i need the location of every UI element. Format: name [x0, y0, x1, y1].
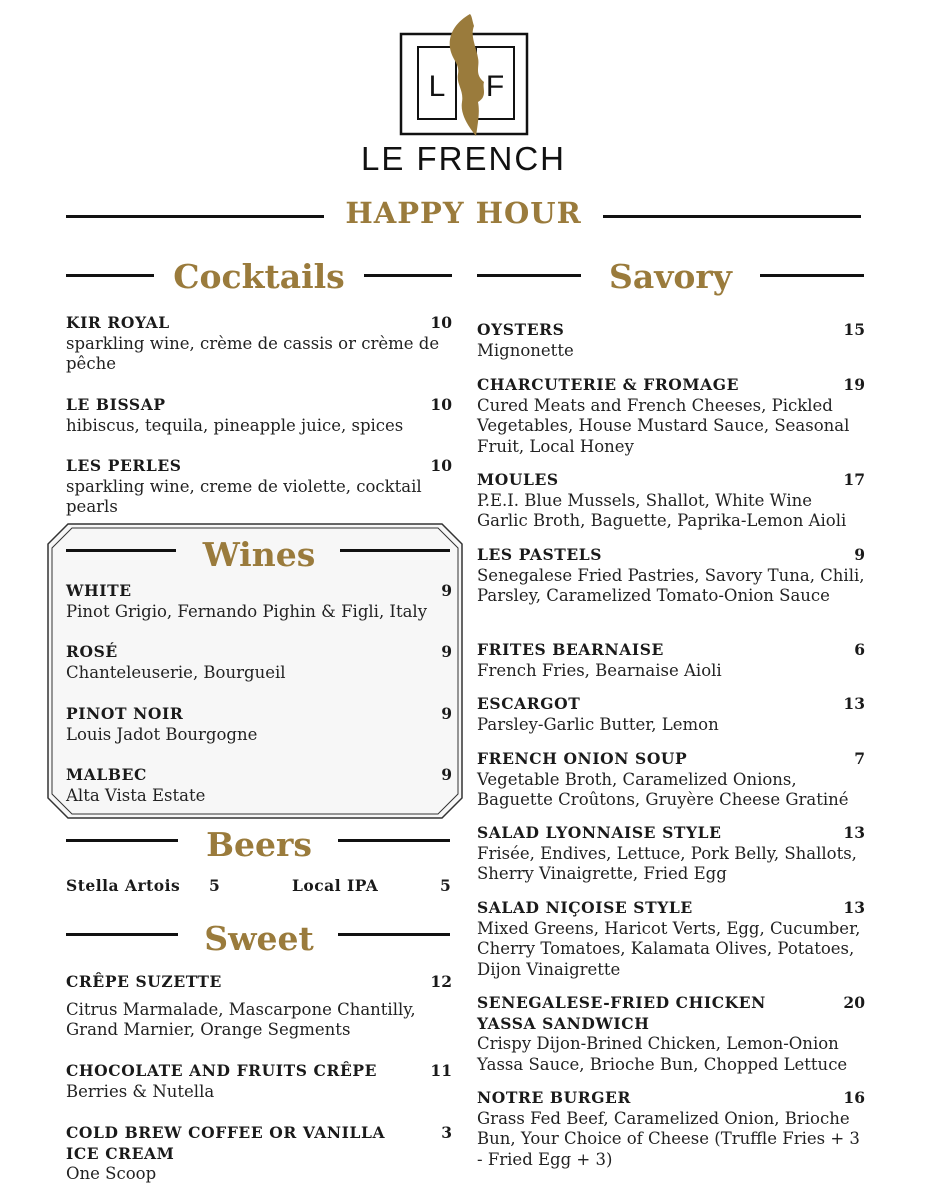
item-price: 13 [843, 823, 865, 842]
divider-line [338, 839, 450, 842]
item-name: ROSÉ [66, 642, 118, 661]
item-name: MOULES [477, 470, 559, 489]
menu-item [477, 640, 865, 681]
divider-line [760, 274, 864, 277]
item-name: FRITES BEARNAISE [477, 640, 664, 659]
item-price: 19 [843, 375, 865, 394]
item-name: CRÊPE SUZETTE [66, 972, 222, 991]
item-name: SENEGALESE-FRIED CHICKEN YASSA SANDWICH [477, 993, 766, 1033]
item-description: Louis Jadot Bourgogne [66, 724, 258, 744]
item-name: FRENCH ONION SOUP [477, 749, 688, 768]
item-price: 9 [441, 581, 452, 600]
logo-letter-f: F [485, 70, 505, 103]
divider-line [66, 274, 154, 277]
menu-item [66, 1061, 452, 1102]
item-name: LES PASTELS [477, 545, 603, 564]
divider-line [338, 933, 450, 936]
menu-item [66, 765, 452, 806]
item-description: French Fries, Bearnaise Aioli [477, 660, 722, 680]
item-name: COLD BREW COFFEE OR VANILLA ICE CREAM [66, 1123, 386, 1163]
item-description: Alta Vista Estate [66, 785, 206, 805]
item-description: Senegalese Fried Pastries, Savory Tuna, Chili, Parsley, Caramelized Tomato-Onion Sauce [477, 565, 865, 605]
menu-item [66, 642, 452, 683]
item-description: Chanteleuserie, Bourgueil [66, 662, 286, 682]
divider-line [66, 839, 178, 842]
item-description: sparkling wine, crème de cassis or crème de pêche [66, 333, 440, 373]
item-description: Crispy Dijon-Brined Chicken, Lemon-Onion Yassa Sauce, Brioche Bun, Chopped Lettuce [477, 1034, 848, 1074]
menu-item [477, 545, 865, 607]
item-price: 6 [854, 640, 865, 659]
item-price: 13 [843, 694, 865, 713]
item-description: Berries & Nutella [66, 1081, 215, 1101]
section-title-cocktails: Cocktails [173, 257, 345, 296]
item-name: KIR ROYAL [66, 313, 170, 332]
item-description: Vegetable Broth, Caramelized Onions, Baguette Croûtons, Gruyère Cheese Gratiné [477, 769, 849, 809]
menu-item [66, 456, 452, 518]
menu-item [477, 1088, 865, 1170]
item-name: MALBEC [66, 765, 147, 784]
item-price: 11 [430, 1061, 452, 1080]
menu-item [66, 704, 452, 745]
item-description: One Scoop [66, 1164, 157, 1183]
beer-name: Local IPA [292, 876, 379, 895]
section-title-wines: Wines [202, 535, 316, 574]
menu-item [477, 375, 865, 457]
item-price: 16 [843, 1088, 865, 1107]
item-price: 10 [430, 456, 452, 475]
item-price: 9 [441, 765, 452, 784]
item-description: Pinot Grigio, Fernando Pighin & Figli, Italy [66, 601, 428, 621]
divider-line [66, 549, 176, 552]
section-title-sweet: Sweet [204, 919, 314, 958]
beer-price: 5 [440, 876, 452, 895]
item-price: 13 [843, 898, 865, 917]
divider-line [364, 274, 452, 277]
item-name: WHITE [66, 581, 132, 600]
divider-line [66, 933, 178, 936]
item-name: PINOT NOIR [66, 704, 184, 723]
item-description: Citrus Marmalade, Mascarpone Chantilly, Grand Marnier, Orange Segments [66, 999, 416, 1039]
item-name: OYSTERS [477, 320, 565, 339]
menu-item [66, 581, 452, 622]
item-price: 9 [854, 545, 865, 564]
item-price: 12 [430, 972, 452, 991]
section-title-beers: Beers [206, 825, 312, 864]
menu-item [477, 993, 865, 1075]
divider-line [340, 549, 450, 552]
item-description: Mixed Greens, Haricot Verts, Egg, Cucumber, Cherry Tomatoes, Kalamata Olives, Potatoes, Dijon Vinaigrette [477, 918, 861, 979]
beer-price: 5 [209, 876, 221, 895]
item-description: Frisée, Endives, Lettuce, Pork Belly, Shallots, Sherry Vinaigrette, Fried Egg [477, 843, 857, 883]
item-price: 10 [430, 395, 452, 414]
menu-item [66, 313, 452, 375]
item-description: Cured Meats and French Cheeses, Pickled Vegetables, House Mustard Sauce, Seasonal Fruit, Local Honey [477, 395, 850, 456]
item-price: 20 [843, 993, 865, 1012]
item-name: SALAD NIÇOISE STYLE [477, 898, 693, 917]
menu-item [477, 898, 865, 980]
item-description: P.E.I. Blue Mussels, Shallot, White Wine Garlic Broth, Baguette, Paprika-Lemon Aioli [477, 490, 847, 530]
item-description: Mignonette [477, 340, 574, 360]
item-price: 9 [441, 642, 452, 661]
item-price: 9 [441, 704, 452, 723]
item-name: NOTRE BURGER [477, 1088, 631, 1107]
item-description: Grass Fed Beef, Caramelized Onion, Brioche Bun, Your Choice of Cheese (Truffle Fries + 3 - Fried Egg + 3) [477, 1108, 860, 1169]
menu-item [477, 694, 865, 735]
item-price: 10 [430, 313, 452, 332]
item-description: sparkling wine, creme de violette, cocktail pearls [66, 476, 422, 516]
item-name: LES PERLES [66, 456, 182, 475]
item-name: SALAD LYONNAISE STYLE [477, 823, 722, 842]
menu-item [66, 972, 452, 1041]
item-name: ESCARGOT [477, 694, 581, 713]
item-price: 7 [854, 749, 865, 768]
item-price: 3 [441, 1123, 452, 1142]
menu-item [66, 395, 452, 436]
menu-item [477, 823, 865, 885]
logo-letter-l: L [428, 70, 446, 103]
menu-item [66, 1123, 452, 1185]
item-price: 17 [843, 470, 865, 489]
item-name: CHOCOLATE AND FRUITS CRÊPE [66, 1061, 378, 1080]
item-description: hibiscus, tequila, pineapple juice, spices [66, 415, 404, 435]
brand-name: LE FRENCH [360, 140, 567, 177]
item-description: Parsley-Garlic Butter, Lemon [477, 714, 719, 734]
menu-item [477, 470, 865, 532]
menu-item [477, 749, 865, 811]
item-name: CHARCUTERIE & FROMAGE [477, 375, 740, 394]
beer-name: Stella Artois [66, 876, 181, 895]
item-price: 15 [843, 320, 865, 339]
le-french-logo [398, 12, 530, 140]
item-name: LE BISSAP [66, 395, 166, 414]
page-title: HAPPY HOUR [345, 196, 582, 230]
section-title-savory: Savory [609, 257, 732, 296]
divider-line [477, 274, 581, 277]
menu-item [477, 320, 865, 361]
